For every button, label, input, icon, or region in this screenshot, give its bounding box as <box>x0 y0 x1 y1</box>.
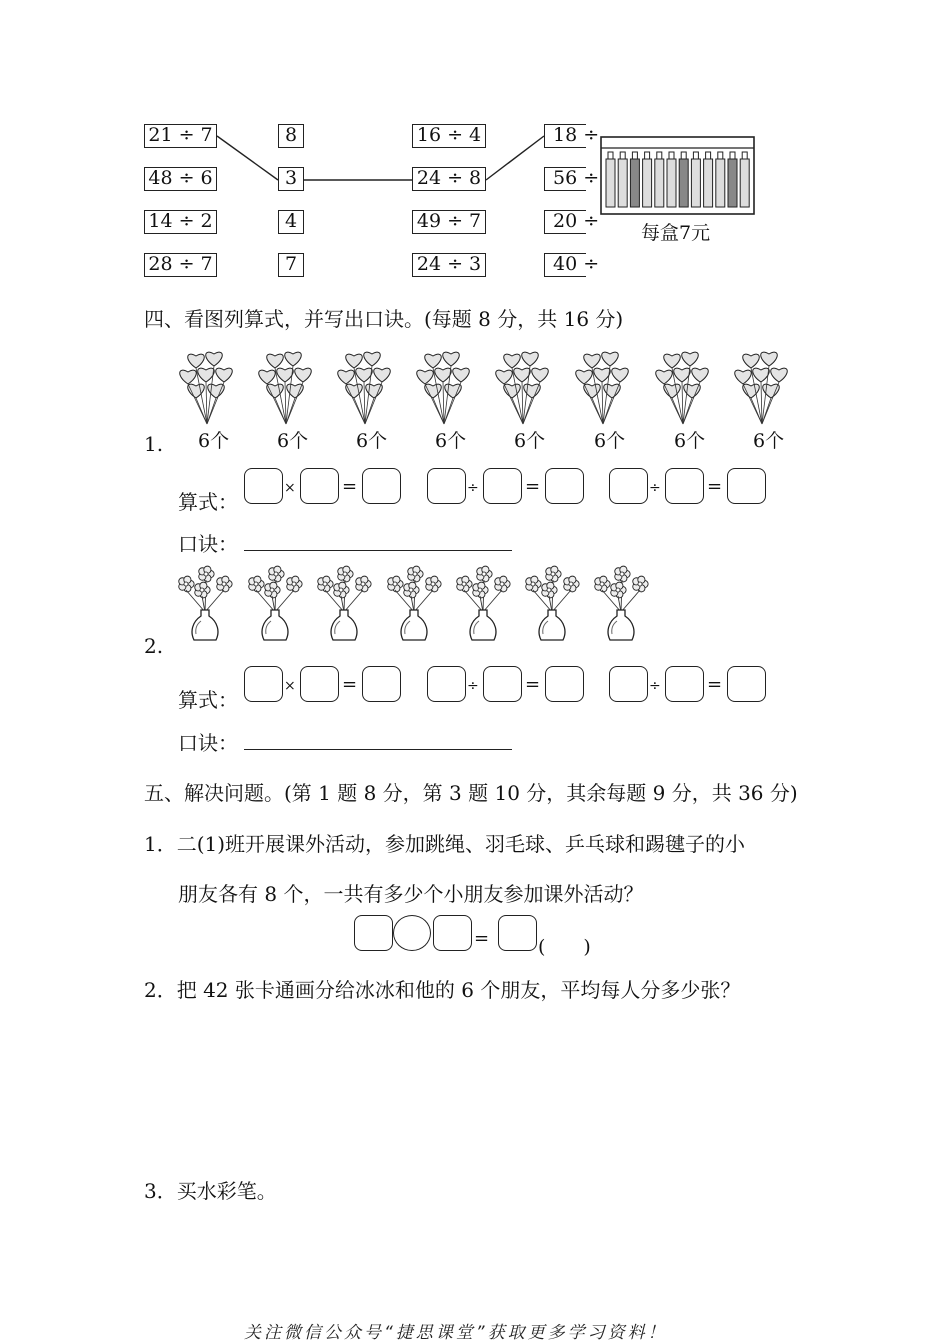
match-expr-a3[interactable]: 14 ÷ 2 <box>144 210 217 234</box>
marker-cap <box>730 152 735 159</box>
marker-cap <box>718 152 723 159</box>
answer-box[interactable] <box>609 468 648 504</box>
balloon-bunch-icon <box>176 346 240 426</box>
match-number-4[interactable]: 7 <box>278 253 304 277</box>
marker-cap <box>620 152 625 159</box>
balloon-count-label: 6个 <box>277 430 309 452</box>
marker-pen <box>643 159 652 207</box>
match-number-1[interactable]: 8 <box>278 124 304 148</box>
times-sign: × <box>284 480 296 496</box>
q1-formula-label: 算式： <box>178 490 238 514</box>
marker-cap <box>693 152 698 159</box>
marker-cap <box>681 152 686 159</box>
marker-pen <box>728 159 737 207</box>
q1-rhyme-label: 口诀： <box>178 532 238 556</box>
answer-box[interactable] <box>244 468 283 504</box>
answer-box[interactable] <box>545 666 584 702</box>
divide-sign: ÷ <box>649 678 661 694</box>
answer-box[interactable] <box>483 666 522 702</box>
balloon-bunch-icon <box>334 346 398 426</box>
times-sign: × <box>284 678 296 694</box>
marker-pen <box>704 159 713 207</box>
marker-pen <box>716 159 725 207</box>
answer-box[interactable] <box>427 468 466 504</box>
balloon-count-label: 6个 <box>514 430 546 452</box>
flower-vase-icon <box>590 566 652 642</box>
match-number-3[interactable]: 4 <box>278 210 304 234</box>
balloon-bunch-icon <box>413 346 477 426</box>
answer-box[interactable] <box>244 666 283 702</box>
divide-sign: ÷ <box>467 678 479 694</box>
marker-cap <box>657 152 662 159</box>
match-expr-a4[interactable]: 28 ÷ 7 <box>144 253 217 277</box>
marker-pen <box>606 159 615 207</box>
match-expr-c2[interactable]: 56 ÷ <box>544 167 586 191</box>
section4-q1-number: 1. <box>144 432 164 456</box>
marker-cap <box>632 152 637 159</box>
equals-sign: = <box>474 928 490 949</box>
unit-parentheses[interactable]: ( ) <box>538 936 591 958</box>
flower-vase-icon <box>244 566 306 642</box>
answer-box[interactable] <box>354 915 393 951</box>
section4-q2-number: 2. <box>144 634 164 658</box>
balloon-count-label: 6个 <box>674 430 706 452</box>
match-expr-b2[interactable]: 24 ÷ 8 <box>412 167 486 191</box>
answer-box[interactable] <box>300 666 339 702</box>
flower-vase-icon <box>383 566 445 642</box>
match-expr-a2[interactable]: 48 ÷ 6 <box>144 167 217 191</box>
match-expr-c1[interactable]: 18 ÷ <box>544 124 586 148</box>
marker-cap <box>645 152 650 159</box>
q2-formula-label: 算式： <box>178 688 238 712</box>
balloon-bunch-icon <box>255 346 319 426</box>
match-expr-b4[interactable]: 24 ÷ 3 <box>412 253 486 277</box>
marker-pen <box>655 159 664 207</box>
answer-box[interactable] <box>665 666 704 702</box>
marker-cap <box>608 152 613 159</box>
answer-box[interactable] <box>727 666 766 702</box>
flower-vase-icon <box>521 566 583 642</box>
flower-vase-icon <box>452 566 514 642</box>
balloon-bunch-icon <box>572 346 636 426</box>
marker-pen <box>618 159 627 207</box>
marker-cap <box>669 152 674 159</box>
equals-sign: = <box>525 674 541 695</box>
equals-sign: = <box>707 476 723 497</box>
match-expr-b1[interactable]: 16 ÷ 4 <box>412 124 486 148</box>
answer-box[interactable] <box>498 915 537 951</box>
answer-box[interactable] <box>362 468 401 504</box>
section5-q1-line1: 1．二(1)班开展课外活动，参加跳绳、羽毛球、乒乓球和踢毽子的小 <box>144 832 746 856</box>
match-number-2[interactable]: 3 <box>278 167 304 191</box>
marker-cap <box>706 152 711 159</box>
q2-rhyme-answer-line[interactable] <box>244 749 512 750</box>
answer-box[interactable] <box>727 468 766 504</box>
marker-box-illustration <box>600 136 756 220</box>
marker-pen <box>667 159 676 207</box>
match-expr-c4[interactable]: 40 ÷ <box>544 253 586 277</box>
answer-box[interactable] <box>433 915 472 951</box>
answer-box[interactable] <box>300 468 339 504</box>
flower-vase-icon <box>174 566 236 642</box>
balloon-count-label: 6个 <box>753 430 785 452</box>
marker-pen <box>679 159 688 207</box>
operator-circle[interactable] <box>393 915 431 951</box>
answer-box[interactable] <box>427 666 466 702</box>
balloon-count-label: 6个 <box>435 430 467 452</box>
section5-heading: 五、解决问题。(第 1 题 8 分，第 3 题 10 分，其余每题 9 分，共 36 分) <box>144 781 798 805</box>
divide-sign: ÷ <box>467 480 479 496</box>
marker-box-caption: 每盒7元 <box>641 222 711 244</box>
equals-sign: = <box>342 476 358 497</box>
equals-sign: = <box>707 674 723 695</box>
match-expr-b3[interactable]: 49 ÷ 7 <box>412 210 486 234</box>
footer-note: 关注微信公众号“捷思课堂”获取更多学习资料！ <box>244 1323 668 1343</box>
q1-rhyme-answer-line[interactable] <box>244 550 512 551</box>
balloon-bunch-icon <box>652 346 716 426</box>
marker-pen <box>691 159 700 207</box>
divide-sign: ÷ <box>649 480 661 496</box>
flower-vase-icon <box>313 566 375 642</box>
balloon-count-label: 6个 <box>356 430 388 452</box>
answer-box[interactable] <box>545 468 584 504</box>
balloon-bunch-icon <box>731 346 795 426</box>
q2-rhyme-label: 口诀： <box>178 731 238 755</box>
answer-box[interactable] <box>362 666 401 702</box>
balloon-bunch-icon <box>492 346 556 426</box>
answer-box[interactable] <box>665 468 704 504</box>
section5-q3: 3．买水彩笔。 <box>144 1179 277 1203</box>
equals-sign: = <box>525 476 541 497</box>
answer-box[interactable] <box>483 468 522 504</box>
section5-q2: 2．把 42 张卡通画分给冰冰和他的 6 个朋友，平均每人分多少张？ <box>144 978 741 1002</box>
balloon-count-label: 6个 <box>198 430 230 452</box>
marker-pen <box>740 159 749 207</box>
answer-box[interactable] <box>609 666 648 702</box>
marker-box-icon <box>600 136 756 216</box>
marker-cap <box>742 152 747 159</box>
balloon-count-label: 6个 <box>594 430 626 452</box>
section4-heading: 四、看图列算式，并写出口诀。(每题 8 分，共 16 分) <box>144 307 624 331</box>
section5-q1-line2: 朋友各有 8 个，一共有多少个小朋友参加课外活动？ <box>178 882 644 906</box>
match-expr-c3[interactable]: 20 ÷ <box>544 210 586 234</box>
marker-pen <box>630 159 639 207</box>
equals-sign: = <box>342 674 358 695</box>
match-expr-a1[interactable]: 21 ÷ 7 <box>144 124 217 148</box>
